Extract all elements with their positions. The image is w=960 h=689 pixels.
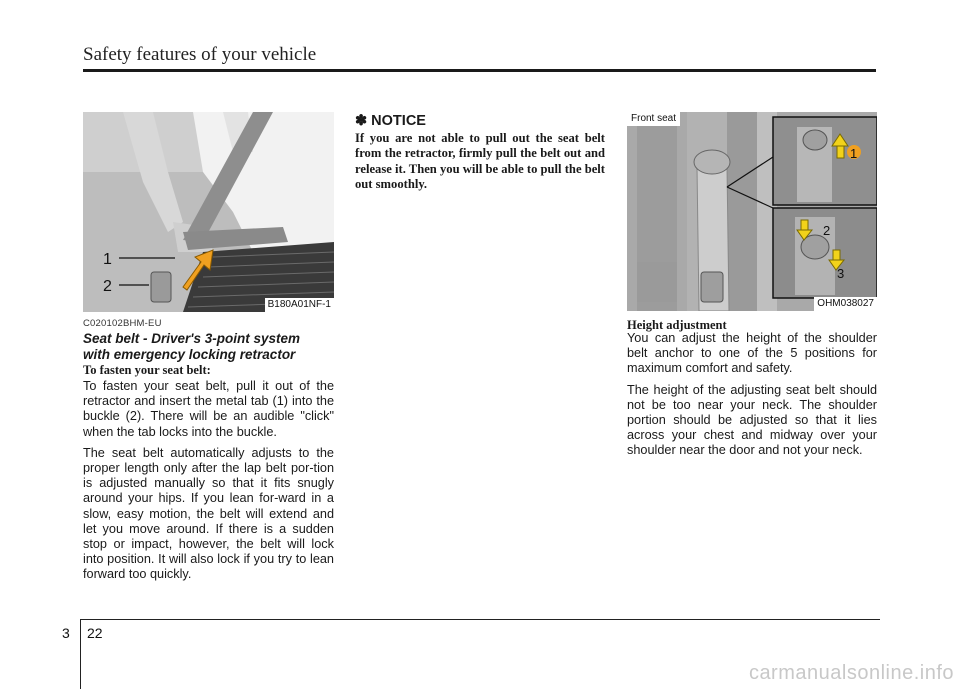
paragraph: You can adjust the height of the shoulder belt anchor to one of the 5 positions for maximum comfort and safety. xyxy=(627,331,877,376)
notice-title: ✽ NOTICE xyxy=(355,113,426,129)
subheading: To fasten your seat belt: xyxy=(83,363,211,377)
paragraph: The height of the adjusting seat belt should not be too near your neck. The shoulder portion should be adjusted so that it lies across your chest and midway over your shoulder near the door and not your neck. xyxy=(627,382,877,458)
figure-caption: Front seat xyxy=(627,112,680,126)
header-rule xyxy=(83,69,876,72)
footer-rule xyxy=(80,619,880,620)
callout-3-label: 3 xyxy=(837,266,845,281)
section-title: Safety features of your vehicle xyxy=(83,44,317,65)
page-number: 22 xyxy=(87,625,103,641)
paragraph: The seat belt automatically adjusts to the proper length only after the lap belt por-tion is adjusted manually so that it fits snugly around your hips. If you lean for-ward in a slow, easy motion, the belt will extend and let you move around. If there is a sudden stop or impact, however, the belt will lock into position. It will also lock if you try to lean forward too quickly. xyxy=(83,445,334,582)
callout-1-label: 1 xyxy=(850,146,858,161)
paragraph: To fasten your seat belt, pull it out of the retractor and insert the metal tab (1) into the buckle (2). There will be an audible "click" when the tab locks into the buckle. xyxy=(83,379,334,439)
callout-2-label: 2 xyxy=(823,223,831,238)
callout-1-label: 1 xyxy=(103,251,112,268)
body-text-block xyxy=(83,379,334,589)
watermark: carmanualsonline.info xyxy=(748,662,954,684)
seat-belt-fastening-figure xyxy=(83,112,334,312)
seat-belt-illustration xyxy=(83,112,334,312)
subheading: Height adjustment xyxy=(627,318,727,332)
notice-body: If you are not able to pull out the seat belt from the retractor, firmly pull the belt out and release it. Then you will be able to pull the belt out smoothly. xyxy=(355,131,605,191)
chapter-number: 3 xyxy=(62,625,70,641)
footer-divider xyxy=(80,619,81,689)
height-adjustment-illustration xyxy=(627,112,877,311)
figure-code-label: B180A01NF-1 xyxy=(265,298,334,312)
callout-2-label: 2 xyxy=(103,278,112,295)
section-code: C020102BHM-EU xyxy=(83,318,162,329)
height-adjustment-figure xyxy=(627,112,877,311)
section-heading: Seat belt - Driver's 3-point system with emergency locking retractor xyxy=(83,331,301,362)
body-text-block xyxy=(627,331,877,465)
figure-code-label: OHM038027 xyxy=(814,297,877,311)
